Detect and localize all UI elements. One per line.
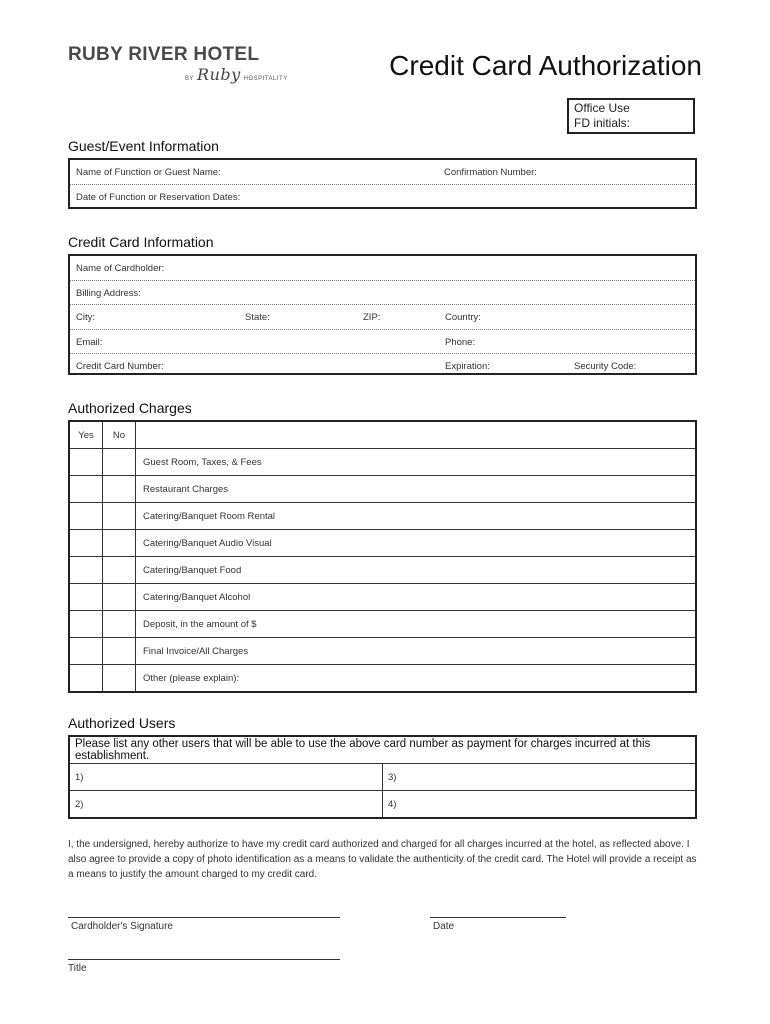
security-code-field[interactable]: Security Code: — [574, 361, 637, 372]
state-field[interactable]: State: — [245, 312, 270, 323]
yes-checkbox[interactable] — [69, 638, 103, 665]
charge-row — [69, 584, 696, 611]
charge-row — [69, 476, 696, 503]
description-column-header — [136, 421, 697, 449]
user-slot-2[interactable]: 2) — [69, 791, 383, 819]
cardholder-signature-label: Cardholder's Signature — [71, 921, 173, 932]
no-checkbox[interactable] — [103, 449, 136, 476]
date-line[interactable] — [430, 917, 566, 918]
no-checkbox[interactable] — [103, 584, 136, 611]
credit-card-section — [68, 254, 697, 375]
confirmation-number-field[interactable]: Confirmation Number: — [444, 167, 537, 178]
logo-ruby-script: Ruby — [197, 65, 241, 84]
yes-checkbox[interactable] — [69, 611, 103, 638]
yes-column-header: Yes — [69, 421, 103, 449]
yes-checkbox[interactable] — [69, 584, 103, 611]
charge-row — [69, 530, 696, 557]
city-field[interactable]: City: — [76, 312, 95, 323]
title-line[interactable] — [68, 959, 340, 960]
guest-name-field[interactable]: Name of Function or Guest Name: — [76, 167, 221, 178]
hotel-logo: RUBY RIVER HOTEL — [68, 44, 260, 65]
users-row — [69, 791, 696, 819]
charge-label: Catering/Banquet Audio Visual — [136, 530, 697, 557]
dates-row — [70, 185, 695, 208]
yes-checkbox[interactable] — [69, 665, 103, 693]
authorization-statement: I, the undersigned, hereby authorize to have my credit card authorized and charged for all charges incurred at the hotel, as reflected above. I also agree to provide a copy of photo identification as a means to validate the authenticity of the credit card. The Hotel will provide a receipt as a means to justify the amount charged to my credit card. — [68, 839, 697, 880]
authorized-users-table — [68, 735, 697, 819]
charge-row — [69, 557, 696, 584]
contact-row — [70, 330, 695, 354]
cardholder-name-field[interactable]: Name of Cardholder: — [76, 263, 165, 274]
charge-label: Final Invoice/All Charges — [136, 638, 697, 665]
user-slot-4[interactable]: 4) — [383, 791, 697, 819]
authorized-charges-table — [68, 420, 697, 693]
yes-checkbox[interactable] — [69, 557, 103, 584]
city-row — [70, 305, 695, 330]
charge-label: Guest Room, Taxes, & Fees — [136, 449, 697, 476]
date-label: Date — [433, 921, 455, 932]
charges-header-row — [69, 421, 696, 449]
guest-event-section — [68, 158, 697, 209]
logo-by: BY — [185, 76, 195, 82]
fd-initials-field[interactable]: FD initials: — [574, 116, 631, 130]
yes-checkbox[interactable] — [69, 449, 103, 476]
charge-label: Catering/Banquet Food — [136, 557, 697, 584]
expiration-field[interactable]: Expiration: — [445, 361, 490, 372]
charge-label: Other (please explain): — [136, 665, 697, 693]
email-field[interactable]: Email: — [76, 337, 103, 348]
no-checkbox[interactable] — [103, 530, 136, 557]
hospitality-logo — [185, 65, 288, 84]
billing-address-field[interactable]: Billing Address: — [76, 288, 141, 299]
yes-checkbox[interactable] — [69, 476, 103, 503]
charge-row — [69, 665, 696, 693]
office-use-box — [567, 98, 695, 134]
no-checkbox[interactable] — [103, 476, 136, 503]
charge-label: Catering/Banquet Room Rental — [136, 503, 697, 530]
cardholder-signature-line[interactable] — [68, 917, 340, 918]
page-title: Credit Card Authorization — [389, 50, 702, 81]
no-checkbox[interactable] — [103, 557, 136, 584]
no-checkbox[interactable] — [103, 638, 136, 665]
zip-field[interactable]: ZIP: — [363, 312, 381, 323]
authorized-users-heading: Authorized Users — [68, 715, 176, 731]
card-number-row — [70, 354, 695, 377]
no-column-header: No — [103, 421, 136, 449]
users-instruction-row — [69, 736, 696, 764]
phone-field[interactable]: Phone: — [445, 337, 476, 348]
charge-row — [69, 449, 696, 476]
users-row — [69, 764, 696, 791]
reservation-dates-field[interactable]: Date of Function or Reservation Dates: — [76, 192, 241, 203]
authorized-charges-heading: Authorized Charges — [68, 400, 192, 416]
users-instruction: Please list any other users that will be able to use the above card number as payment for charges incurred at this establishment. — [69, 736, 696, 764]
credit-card-heading: Credit Card Information — [68, 234, 214, 250]
yes-checkbox[interactable] — [69, 530, 103, 557]
charge-row — [69, 611, 696, 638]
cardholder-row — [70, 256, 695, 281]
charge-label: Catering/Banquet Alcohol — [136, 584, 697, 611]
charge-label: Deposit, in the amount of $ — [136, 611, 697, 638]
office-use-label: Office Use — [574, 101, 630, 115]
country-field[interactable]: Country: — [445, 312, 481, 323]
charge-row — [69, 503, 696, 530]
yes-checkbox[interactable] — [69, 503, 103, 530]
billing-row — [70, 281, 695, 305]
logo-hospitality: HOSPITALITY — [243, 76, 288, 82]
user-slot-3[interactable]: 3) — [383, 764, 697, 791]
charge-row — [69, 638, 696, 665]
no-checkbox[interactable] — [103, 665, 136, 693]
no-checkbox[interactable] — [103, 611, 136, 638]
card-number-field[interactable]: Credit Card Number: — [76, 361, 164, 372]
guest-event-heading: Guest/Event Information — [68, 138, 219, 154]
user-slot-1[interactable]: 1) — [69, 764, 383, 791]
charge-label: Restaurant Charges — [136, 476, 697, 503]
no-checkbox[interactable] — [103, 503, 136, 530]
guest-name-row — [70, 160, 695, 185]
title-label: Title — [68, 963, 87, 974]
